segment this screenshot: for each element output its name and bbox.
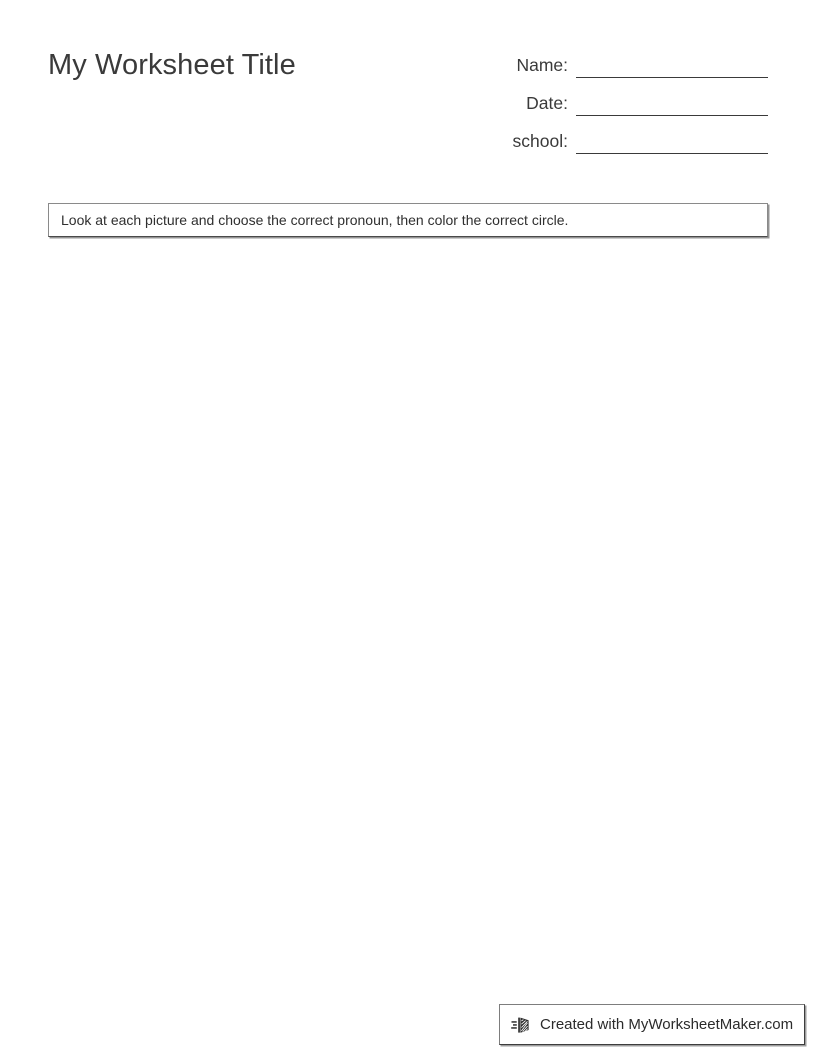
name-field-label: Name: bbox=[516, 54, 568, 75]
instruction-box bbox=[48, 203, 768, 237]
footer-attribution-text: Created with MyWorksheetMaker.com bbox=[540, 1016, 794, 1033]
date-field-label: Date: bbox=[526, 92, 568, 113]
field-row-date bbox=[448, 78, 768, 116]
school-field-label: school: bbox=[512, 130, 568, 151]
page-title: My Worksheet Title bbox=[48, 49, 296, 81]
student-info-fields bbox=[448, 40, 768, 154]
worksheet-content-area bbox=[48, 250, 768, 990]
school-field-input[interactable] bbox=[576, 131, 768, 154]
worksheet-header bbox=[48, 40, 768, 170]
myworksheetmaker-flag-icon bbox=[511, 1014, 533, 1036]
field-row-school bbox=[448, 116, 768, 154]
name-field-input[interactable] bbox=[576, 55, 768, 78]
date-field-input[interactable] bbox=[576, 93, 768, 116]
footer-attribution-badge[interactable] bbox=[499, 1004, 805, 1045]
field-row-name bbox=[448, 40, 768, 78]
instruction-text: Look at each picture and choose the correct pronoun, then color the correct circle. bbox=[61, 211, 569, 228]
